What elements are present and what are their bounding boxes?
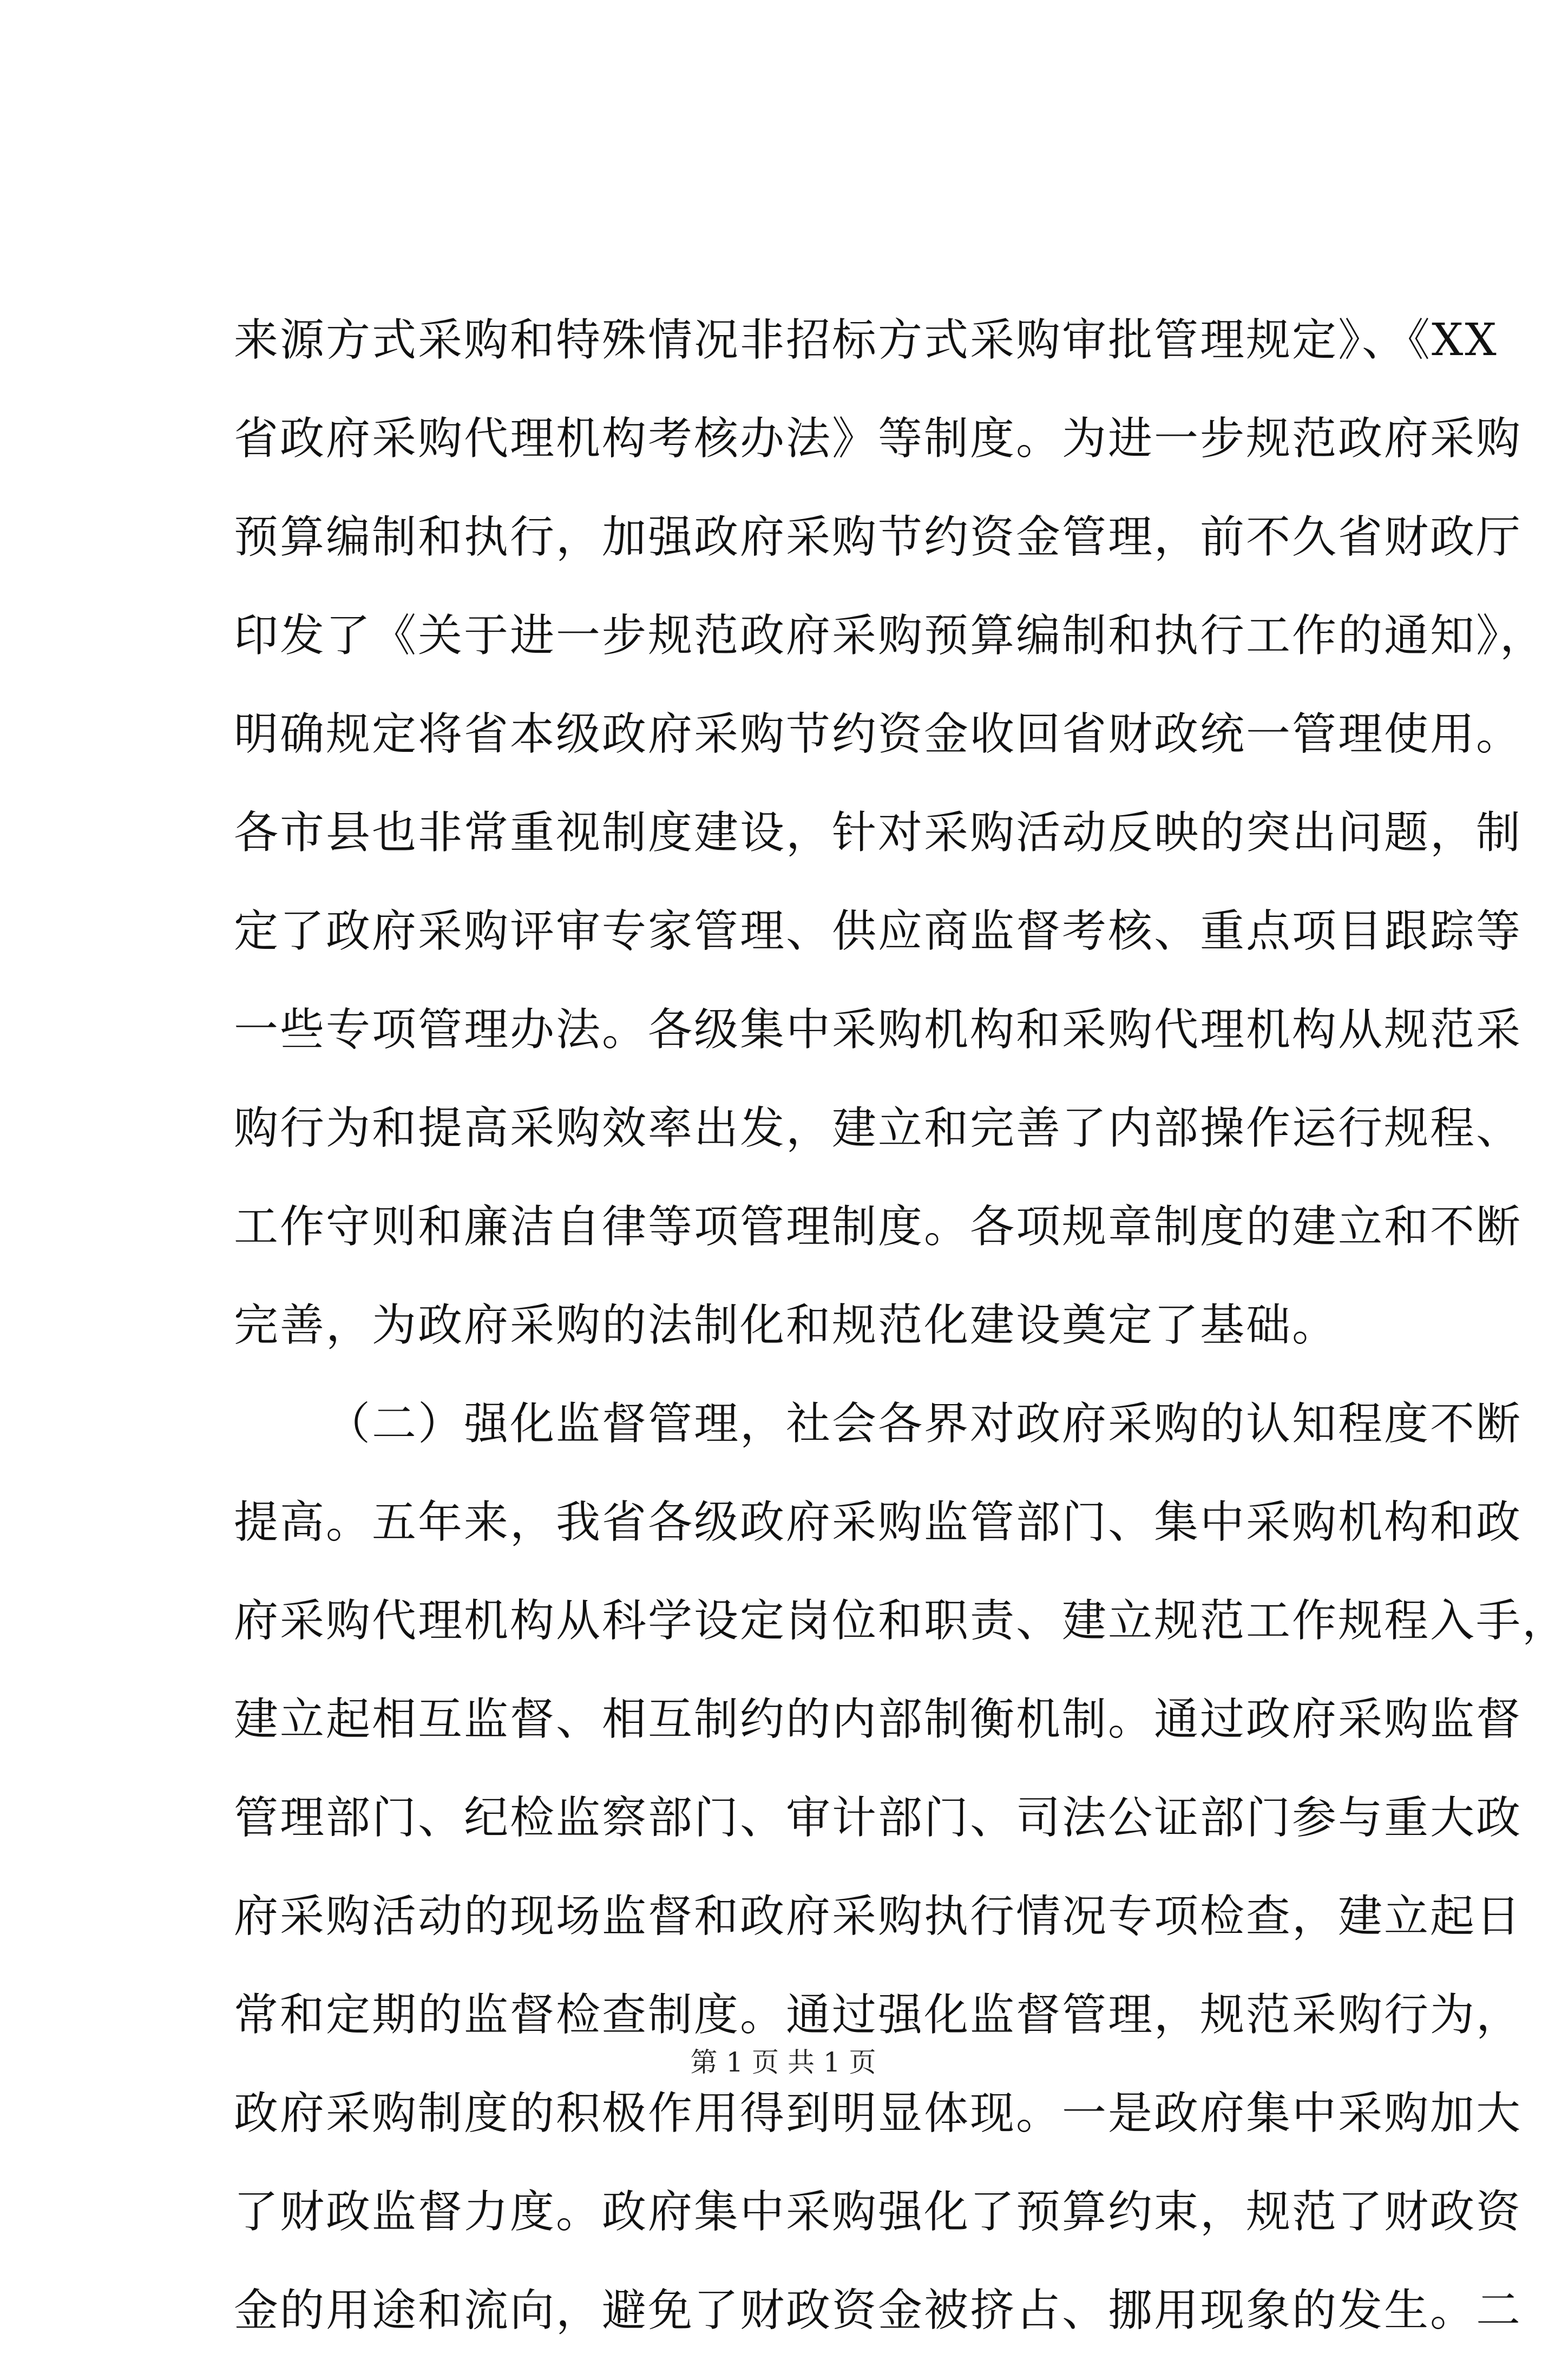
- text-line: 省政府采购代理机构考核办法》等制度。为进一步规范政府采购: [234, 413, 1523, 464]
- text-line: 预算编制和执行，加强政府采购节约资金管理，前不久省财政厅: [234, 512, 1523, 563]
- section-heading-line: （二）强化监督管理，社会各界对政府采购的认知程度不断: [326, 1398, 1523, 1450]
- text-line: 购行为和提高采购效率出发，建立和完善了内部操作运行规程、: [234, 1103, 1523, 1154]
- text-line: 印发了《关于进一步规范政府采购预算编制和执行工作的通知》，: [234, 610, 1546, 661]
- text-line: 明确规定将省本级政府采购节约资金收回省财政统一管理使用。: [234, 709, 1523, 760]
- paragraph-end-line: 完善，为政府采购的法制化和规范化建设奠定了基础。: [234, 1300, 1339, 1351]
- text-line: 提高。五年来，我省各级政府采购监管部门、集中采购机构和政: [234, 1497, 1523, 1548]
- text-line: 管理部门、纪检监察部门、审计部门、司法公证部门参与重大政: [234, 1792, 1523, 1844]
- text-line: 政府采购制度的积极作用得到明显体现。一是政府集中采购加大: [234, 2088, 1523, 2139]
- text-line: 来源方式采购和特殊情况非招标方式采购审批管理规定》、《XX: [234, 314, 1498, 366]
- text-line: 建立起相互监督、相互制约的内部制衡机制。通过政府采购监督: [234, 1694, 1523, 1745]
- text-line: 各市县也非常重视制度建设，针对采购活动反映的突出问题，制: [234, 807, 1523, 858]
- text-line: 工作守则和廉洁自律等项管理制度。各项规章制度的建立和不断: [234, 1201, 1523, 1253]
- text-line: 常和定期的监督检查制度。通过强化监督管理，规范采购行为，: [234, 1989, 1523, 2041]
- text-line: 一些专项管理办法。各级集中采购机构和采购代理机构从规范采: [234, 1004, 1523, 1056]
- text-line: 了财政监督力度。政府集中采购强化了预算约束，规范了财政资: [234, 2186, 1523, 2238]
- text-line: 金的用途和流向，避免了财政资金被挤占、挪用现象的发生。二: [234, 2285, 1523, 2336]
- text-line: 府采购活动的现场监督和政府采购执行情况专项检查，建立起日: [234, 1891, 1523, 1942]
- text-line: 定了政府采购评审专家管理、供应商监督考核、重点项目跟踪等: [234, 906, 1523, 957]
- text-line: 府采购代理机构从科学设定岗位和职责、建立规范工作规程入手，: [234, 1595, 1568, 1647]
- page-footer: 第 1 页 共 1 页: [690, 2047, 876, 2078]
